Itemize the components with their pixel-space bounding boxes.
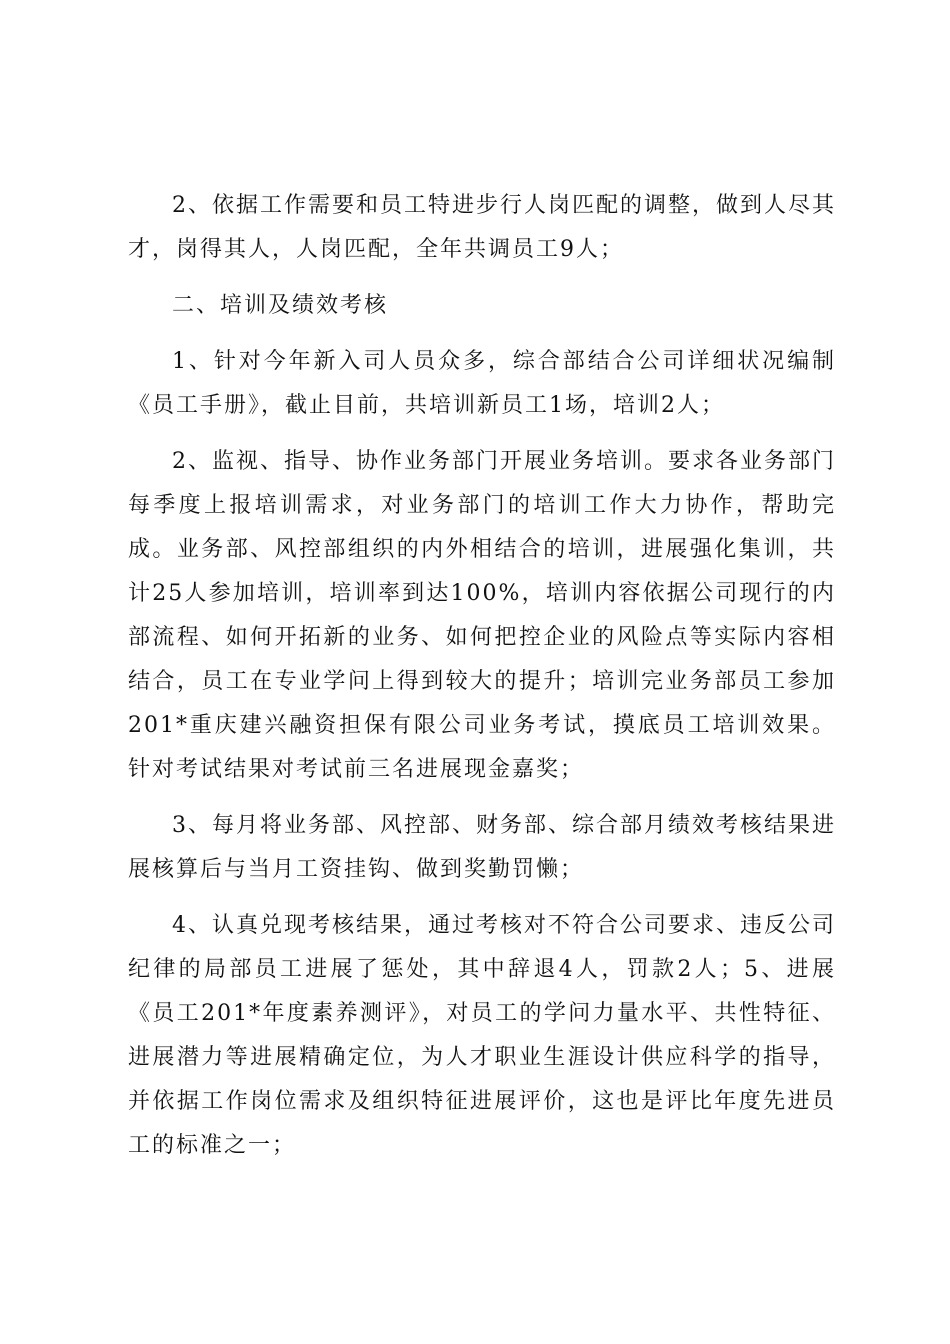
paragraph-business-training: 2、监视、指导、协作业务部门开展业务培训。要求各业务部门每季度上报培训需求，对业务部门的培训工作大力协作，帮助完成。业务部、风控部组织的内外相结合的培训，进展强化集训，共计25人参加培训，培训率到达100%，培训内容依据公司现行的内部流程、如何开拓新的业务、如何把控企业的风险点等实际内容相结合，员工在专业学问上得到较大的提升；培训完业务部员工参加201*重庆建兴融资担保有限公司业务考试，摸底员工培训效果。针对考试结果对考试前三名进展现金嘉奖；: [128, 449, 836, 782]
paragraph-assessment-results: 4、认真兑现考核结果，通过考核对不符合公司要求、违反公司纪律的局部员工进展了惩处，其中辞退4人，罚款2人；5、进展《员工201*年度素养测评》，对员工的学问力量水平、共性特征、进展潜力等进展精确定位，为人才职业生涯设计供应科学的指导，并依据工作岗位需求及组织特征进展评价，这也是评比年度先进员工的标准之一；: [128, 913, 836, 1158]
paragraph-monthly-performance: 3、每月将业务部、风控部、财务部、综合部月绩效考核结果进展核算后与当月工资挂钩、做到奖勤罚懒；: [128, 813, 836, 882]
paragraph-employee-handbook: 1、针对今年新入司人员众多，综合部结合公司详细状况编制《员工手册》，截止目前，共培训新员工1场，培训2人；: [128, 349, 836, 418]
document-body: [128, 184, 836, 1180]
paragraph-staff-adjustment: 2、依据工作需要和员工特进步行人岗匹配的调整，做到人尽其才，岗得其人，人岗匹配，全年共调员工9人；: [128, 193, 836, 262]
section-heading-training: 二、培训及绩效考核: [172, 293, 389, 318]
